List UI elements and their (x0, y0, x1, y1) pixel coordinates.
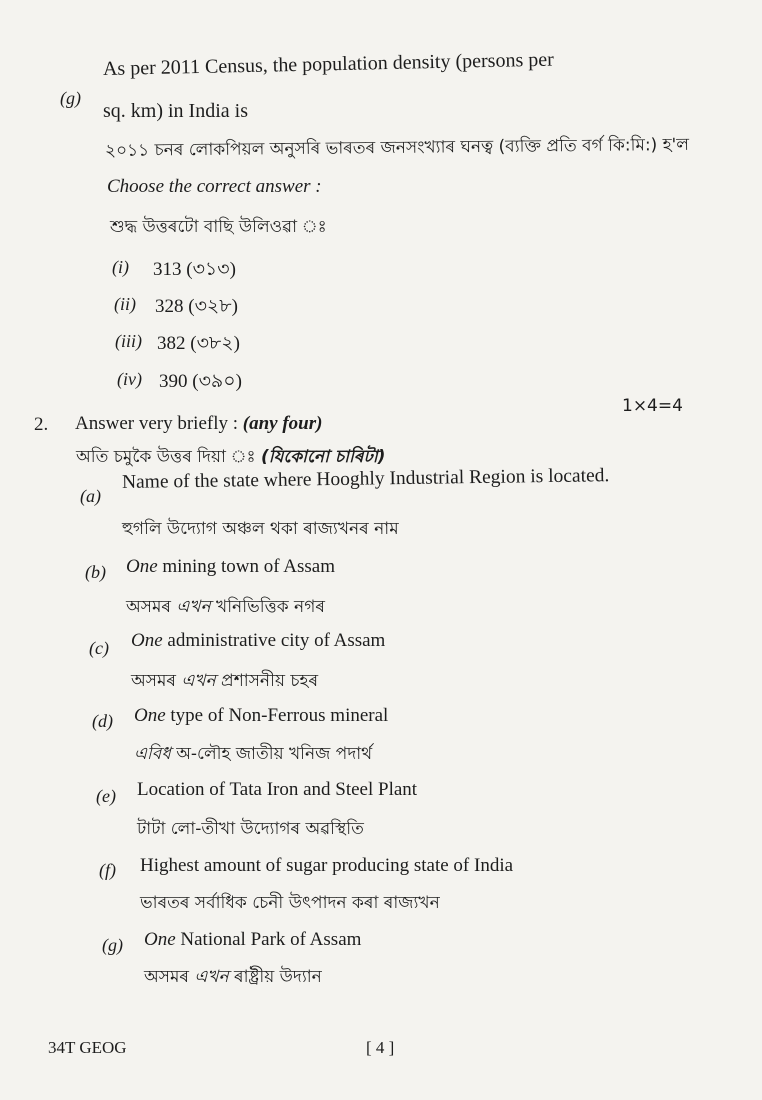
q2-item-label: (b) (85, 562, 106, 582)
q2-item-en: Highest amount of sugar producing state of India (140, 855, 514, 876)
q2-item-as-pre: অসমৰ (126, 597, 177, 617)
q2-item-label: (g) (102, 935, 123, 955)
q1g-question-as: ২০১১ চনৰ লোকপিয়ল অনুসৰি ভাৰতৰ জনসংখ্যাৰ ঘনত্ব (ব্যক্তি প্ৰতি বৰ্গ কি:মি:) হ'ল (104, 134, 690, 161)
q2-item-en: Location of Tata Iron and Steel Plant (137, 779, 418, 800)
q2-item-en-text: National Park of Assam (175, 929, 362, 950)
q2-item-as: হুগলি উদ্যোগ অঞ্চল থকা ৰাজ্যখনৰ নাম (122, 519, 399, 539)
q2-item-as (134, 741, 372, 769)
q2-instruction-en-emph: (any four) (242, 413, 323, 434)
q2-item-as: টাটা লো-তীখা উদ্যোগৰ অৱস্থিতি (137, 819, 364, 839)
option-text: 390 (৩৯০) (159, 371, 242, 392)
option-label: (iii) (115, 331, 142, 351)
footer-code: 34T GEOG (48, 1038, 127, 1057)
q2-item-as-text: অ-লৌহ জাতীয় খনিজ পদাৰ্থ (170, 744, 373, 764)
option-text: 382 (৩৮২) (157, 333, 240, 354)
q2-item-en (144, 929, 361, 951)
q2-item-as-emph: এখন (181, 671, 216, 691)
option-label: (ii) (114, 294, 136, 314)
q2-item-as-emph: এবিধ (134, 744, 171, 764)
q2-item-label: (a) (80, 486, 101, 506)
q2-item-as: ভাৰতৰ সৰ্বাধিক চেনী উৎপাদন কৰা ৰাজ্যখন (140, 893, 440, 913)
q2-item-label: (d) (92, 711, 113, 731)
q2-item-en (131, 630, 385, 652)
q2-item-as-text: ৰাষ্ট্ৰীয় উদ্যান (228, 967, 322, 987)
q2-item-label: (c) (89, 638, 109, 658)
q2-instruction-as-emph: (যিকোনো চাৰিটা) (261, 447, 386, 467)
q2-item-en-emph: One (126, 556, 158, 577)
q2-item-as-emph: এখন (194, 967, 229, 987)
q1g-choose-en: Choose the correct answer : (107, 176, 322, 197)
q2-item-en-emph: One (134, 705, 166, 726)
q2-item-en (134, 705, 388, 727)
q2-number: 2. (34, 414, 49, 435)
q2-instruction-en-text: Answer very briefly : (75, 413, 239, 434)
q2-item-en-emph: One (131, 630, 163, 651)
q1g-label: (g) (60, 88, 81, 108)
option-label: (i) (112, 257, 129, 277)
footer-page-number: [ 4 ] (366, 1038, 395, 1057)
q2-item-en (126, 556, 335, 578)
q2-item-en-text: mining town of Assam (157, 556, 335, 577)
q2-instruction-en (75, 413, 322, 435)
q1g-choose-as: শুদ্ধ উত্তৰটো বাছি উলিওৱা ঃ (110, 217, 327, 237)
q2-marks: 1×4=4 (622, 396, 683, 416)
q2-item-as (144, 964, 322, 992)
q2-item-as-text: খনিভিত্তিক নগৰ (210, 597, 325, 617)
q1g-question-en-line1: As per 2011 Census, the population density (persons per (102, 48, 554, 80)
q2-item-as-text: প্ৰশাসনীয় চহৰ (215, 671, 319, 691)
q2-item-en: Name of the state where Hooghly Industrial Region is located. (121, 465, 610, 493)
option-label: (iv) (117, 369, 142, 389)
q2-item-as-pre: অসমৰ (131, 671, 182, 691)
q2-instruction-as-text: অতি চমুকৈ উত্তৰ দিয়া ঃ (76, 447, 256, 467)
q2-item-en-emph: One (144, 929, 176, 950)
q2-item-en-text: administrative city of Assam (162, 630, 386, 651)
option-text: 313 (৩১৩) (153, 259, 236, 280)
q2-instruction-as (76, 444, 385, 472)
q2-item-as-emph: এখন (176, 597, 211, 617)
q2-item-as-pre: অসমৰ (144, 967, 195, 987)
q2-item-as (126, 594, 325, 622)
q2-item-as (131, 668, 318, 696)
option-text: 328 (৩২৮) (155, 296, 238, 317)
q2-item-en-text: type of Non-Ferrous mineral (165, 705, 389, 726)
q1g-question-en-line2: sq. km) in India is (103, 100, 248, 122)
q2-item-label: (f) (99, 860, 116, 880)
q2-item-label: (e) (96, 786, 116, 806)
